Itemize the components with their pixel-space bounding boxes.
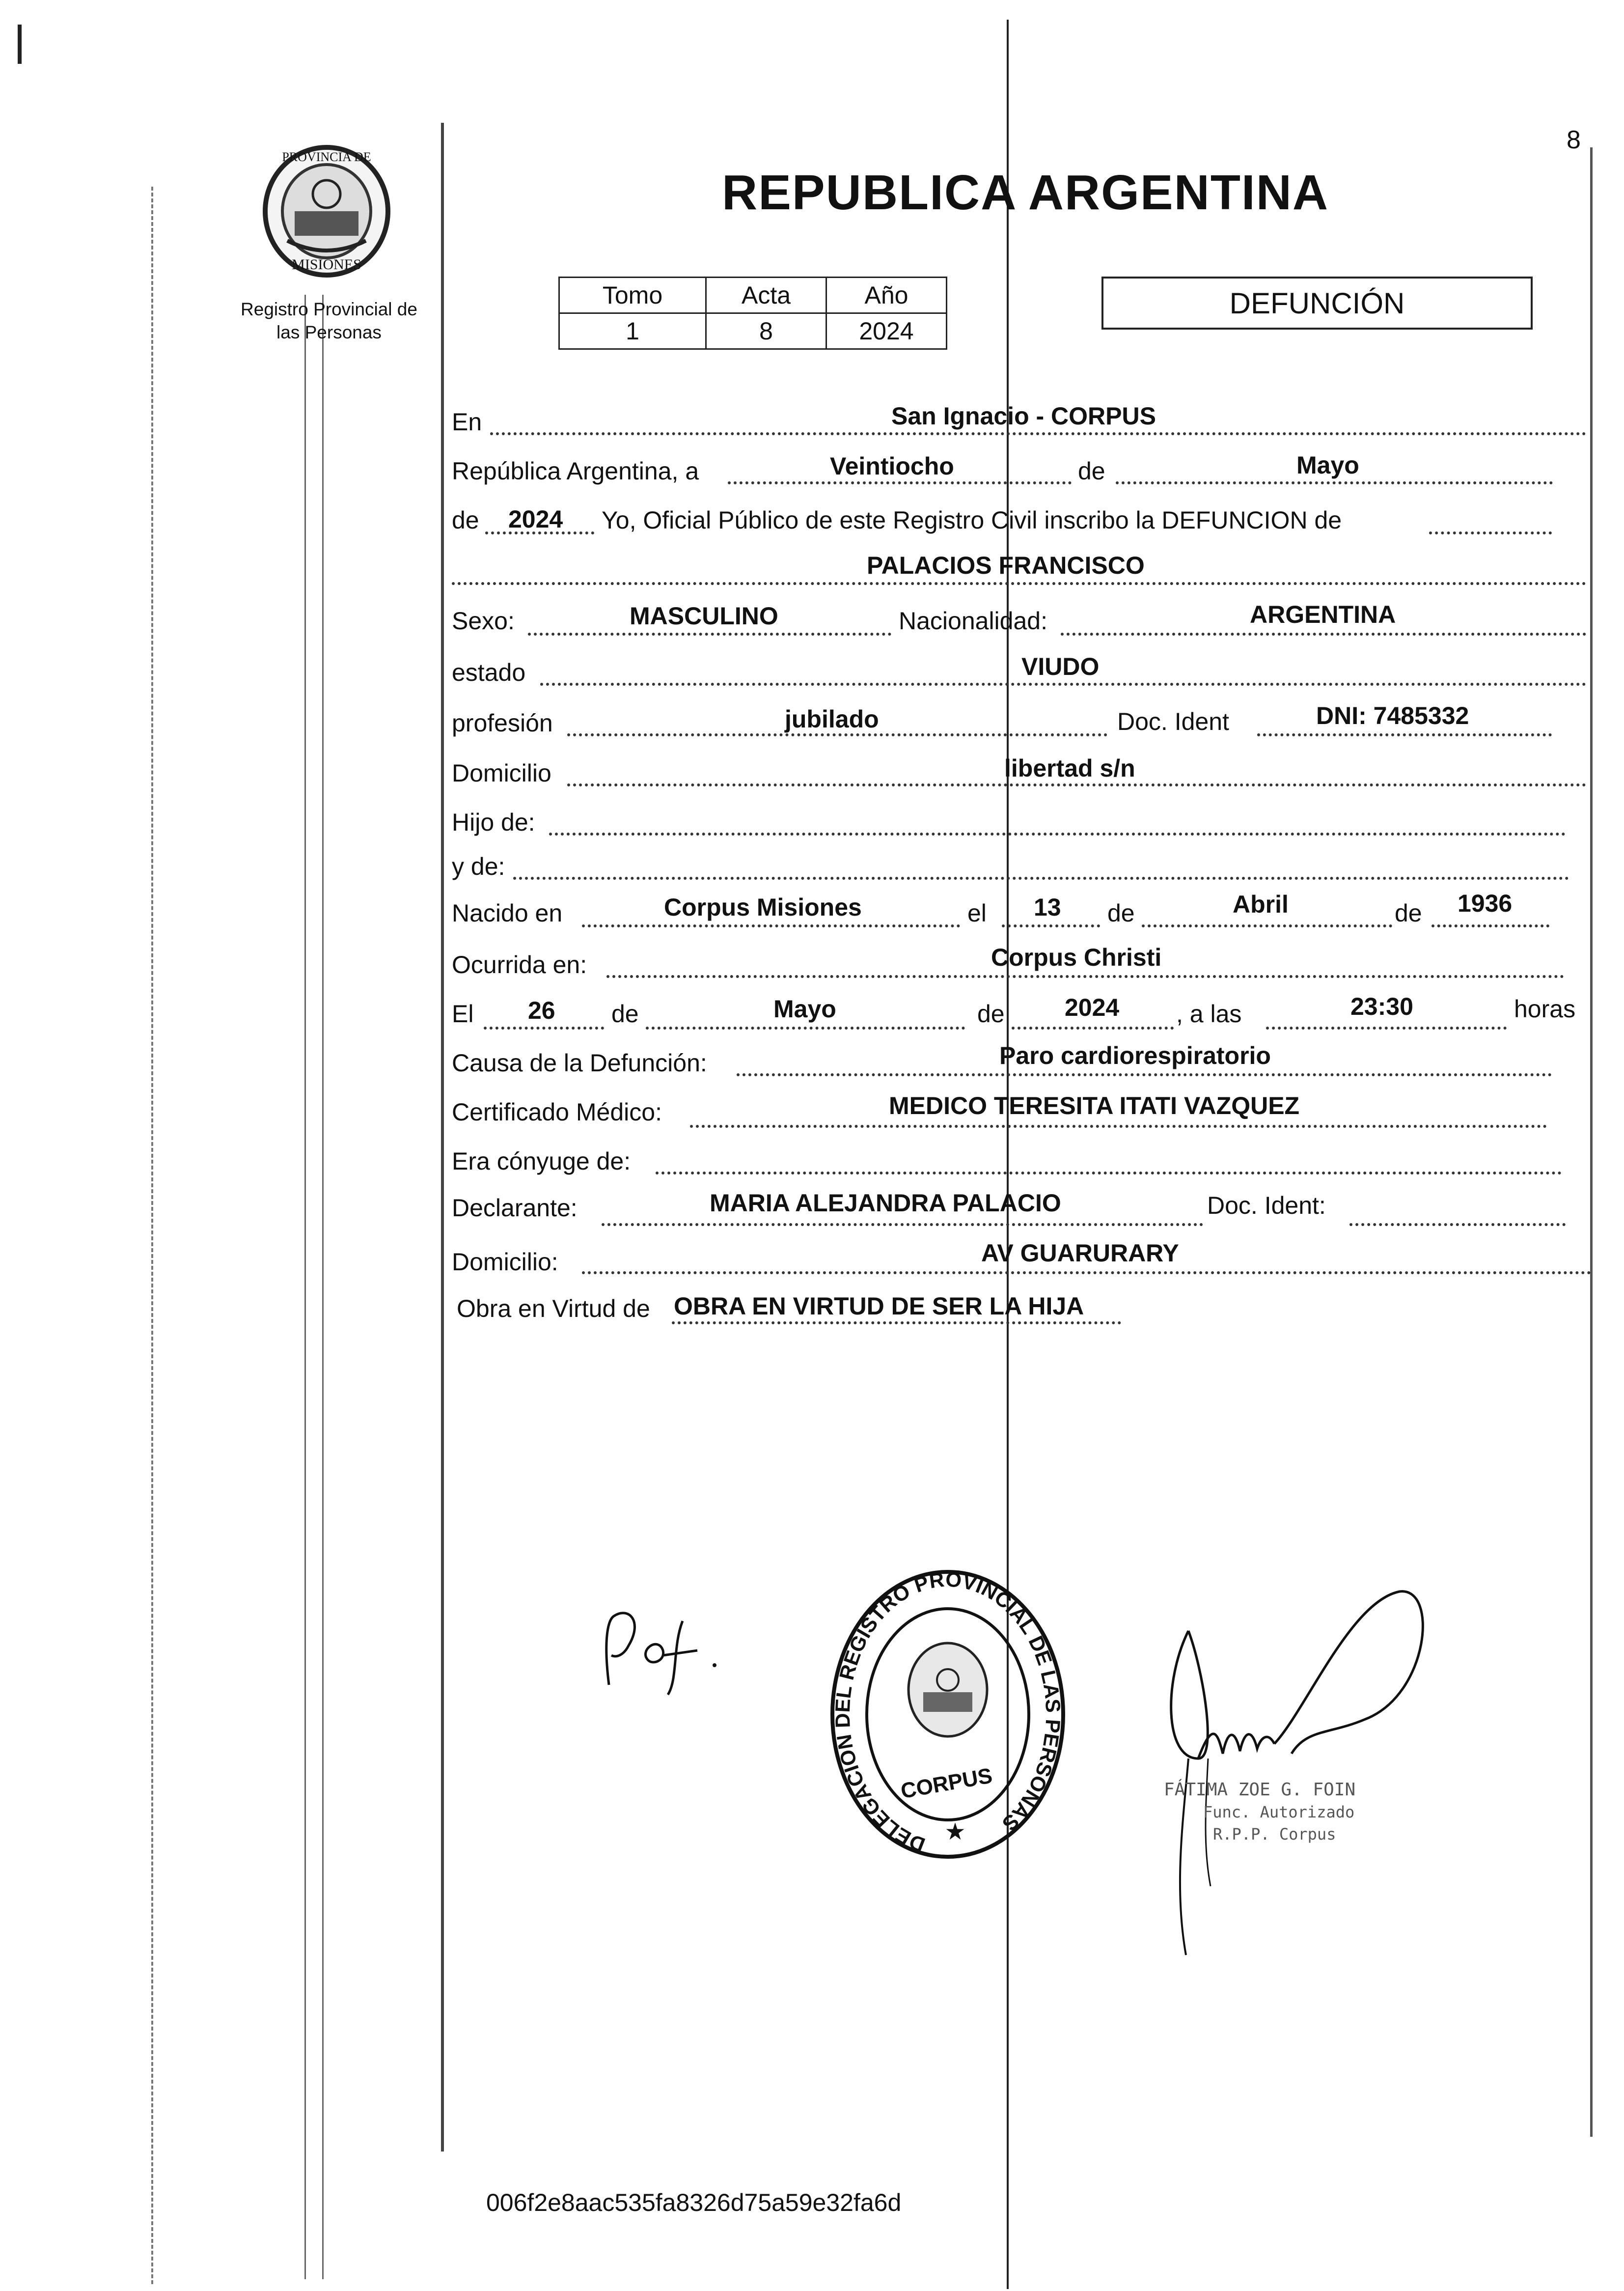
page-title: REPUBLICA ARGENTINA <box>722 165 1329 220</box>
center-fold-line <box>1007 20 1009 2289</box>
birth-month-value: Abril <box>1233 891 1289 918</box>
officer-stamp <box>1164 1779 1355 1844</box>
left-binding-line <box>151 187 153 2284</box>
de-label-1: de <box>1078 457 1105 485</box>
death-year-value: 2024 <box>1065 994 1120 1021</box>
birth-day-line <box>1002 924 1100 927</box>
sex-line <box>528 633 891 636</box>
certificate-label: Certificado Médico: <box>452 1098 662 1126</box>
place-line <box>490 432 1586 435</box>
child-of-line <box>549 833 1566 836</box>
registry-label-rule-2 <box>304 295 306 2279</box>
spouse-label: Era cónyuge de: <box>452 1147 631 1175</box>
cause-label: Causa de la Defunción: <box>452 1049 707 1077</box>
officer-stamp-line2: Func. Autorizado <box>1203 1803 1355 1821</box>
acta-value: 8 <box>706 313 826 349</box>
profession-label: profesión <box>452 709 553 737</box>
death-month-value: Mayo <box>773 995 836 1023</box>
acta-table-value-row <box>559 313 947 349</box>
deceased-name: PALACIOS FRANCISCO <box>867 552 1145 579</box>
deceased-name-line <box>452 582 1586 585</box>
declarant-line <box>602 1223 1203 1226</box>
month-value: Mayo <box>1296 451 1359 479</box>
record-type-box: DEFUNCIÓN <box>1101 277 1533 330</box>
emblem-text-top: PROVINCIA DE <box>282 150 371 164</box>
doc-value: DNI: 7485332 <box>1316 702 1469 729</box>
officer-signature <box>1144 1572 1439 1965</box>
declarant-doc-line <box>1349 1223 1566 1226</box>
page-number: 8 <box>1567 126 1581 154</box>
death-time-value: 23:30 <box>1350 993 1413 1020</box>
born-in-label: Nacido en <box>452 899 563 927</box>
cause-line <box>737 1073 1552 1076</box>
certificate-line <box>690 1125 1547 1128</box>
and-label: y de: <box>452 853 505 880</box>
year-header: Año <box>826 278 947 313</box>
right-margin-rule <box>1590 147 1593 2137</box>
declarant-address-line <box>582 1271 1591 1274</box>
death-year-line <box>1012 1027 1174 1030</box>
address-label: Domicilio <box>452 759 551 787</box>
de-label-2: de <box>452 506 479 534</box>
declarant-value: MARIA ALEJANDRA PALACIO <box>710 1189 1061 1217</box>
cause-value: Paro cardiorespiratorio <box>999 1042 1271 1069</box>
de-label-5: de <box>611 1000 639 1028</box>
document-hash: 006f2e8aac535fa8326d75a59e32fa6d <box>486 2189 902 2216</box>
place-value: San Ignacio - CORPUS <box>891 402 1156 430</box>
day-value: Veintiocho <box>830 452 954 480</box>
profession-value: jubilado <box>785 705 879 733</box>
stamp-star-icon: ★ <box>944 1818 966 1845</box>
birth-year-line <box>1431 924 1549 927</box>
civil-status-line <box>540 683 1586 686</box>
virtue-line <box>672 1321 1121 1324</box>
nationality-label: Nacionalidad: <box>899 607 1047 635</box>
at-label: , a las <box>1176 1000 1242 1028</box>
place-label: En <box>452 408 482 436</box>
birth-year-value: 1936 <box>1458 890 1513 917</box>
declarant-address-label: Domicilio: <box>452 1248 558 1276</box>
de-label-3: de <box>1107 899 1135 927</box>
declarant-doc-label: Doc. Ident: <box>1207 1192 1326 1219</box>
registry-label-line2: las Personas <box>276 322 382 342</box>
nationality-line <box>1061 633 1586 636</box>
acta-header: Acta <box>706 278 826 313</box>
El-label: El <box>452 1000 474 1028</box>
sex-value: MASCULINO <box>630 602 778 630</box>
registry-label-rule-1 <box>322 295 324 2279</box>
civil-status-value: VIUDO <box>1021 653 1100 680</box>
tomo-value: 1 <box>559 313 706 349</box>
corner-mark <box>18 25 22 64</box>
declarant-label: Declarante: <box>452 1194 578 1222</box>
registry-label-line1: Registro Provincial de <box>241 299 417 319</box>
month-line <box>1116 481 1553 484</box>
address-value: libertad s/n <box>1004 754 1135 782</box>
officer-stamp-line1: FÁTIMA ZOE G. FOIN <box>1164 1780 1356 1800</box>
de-label-6: de <box>977 1000 1005 1028</box>
year-value-form: 2024 <box>508 505 563 533</box>
nationality-value: ARGENTINA <box>1250 601 1396 628</box>
death-time-line <box>1266 1027 1507 1030</box>
officer-stamp-line3: R.P.P. Corpus <box>1213 1825 1336 1844</box>
registry-office-stamp <box>825 1567 1071 1872</box>
sex-label: Sexo: <box>452 607 515 635</box>
statement-text: Yo, Oficial Público de este Registro Civil inscribo la DEFUNCION de <box>602 506 1342 534</box>
death-day-value: 26 <box>528 997 555 1024</box>
death-month-line <box>646 1027 965 1030</box>
statement-line <box>1429 531 1552 534</box>
year-value: 2024 <box>826 313 947 349</box>
province-emblem <box>258 138 395 280</box>
certificate-value: MEDICO TERESITA ITATI VAZQUEZ <box>889 1092 1300 1119</box>
de-label-4: de <box>1395 899 1422 927</box>
spouse-line <box>656 1172 1562 1174</box>
child-of-label: Hijo de: <box>452 809 535 836</box>
registry-label <box>216 298 442 344</box>
virtue-value: OBRA EN VIRTUD DE SER LA HIJA <box>674 1292 1084 1320</box>
born-in-value: Corpus Misiones <box>664 894 862 921</box>
born-in-line <box>582 924 960 927</box>
handwritten-initials <box>599 1601 727 1700</box>
birth-month-line <box>1142 924 1392 927</box>
hours-label: horas <box>1514 995 1576 1023</box>
doc-line <box>1257 733 1552 736</box>
emblem-text-bottom: MISIONES <box>292 256 361 273</box>
death-day-line <box>484 1027 604 1030</box>
day-line <box>728 481 1072 484</box>
stamp-bottom-text: CORPUS <box>899 1763 994 1804</box>
profession-line <box>567 733 1107 736</box>
and-line <box>513 877 1569 880</box>
acta-table <box>558 277 947 350</box>
occurred-line <box>606 975 1564 978</box>
address-line <box>567 783 1586 786</box>
country-label: República Argentina, a <box>452 457 699 485</box>
stamp-ring-text: DELEGACION DEL REGISTRO PROVINCIAL DE LAS PERSONAS <box>830 1567 1065 1857</box>
birth-day-value: 13 <box>1034 894 1061 921</box>
el-label: el <box>967 899 987 927</box>
doc-label: Doc. Ident <box>1117 708 1229 735</box>
tomo-header: Tomo <box>559 278 706 313</box>
acta-table-header-row <box>559 278 947 313</box>
occurred-value: Corpus Christi <box>991 944 1162 971</box>
virtue-label: Obra en Virtud de <box>457 1295 650 1322</box>
left-margin-rule <box>441 123 444 2151</box>
occurred-label: Ocurrida en: <box>452 951 587 978</box>
declarant-address-value: AV GUARURARY <box>981 1239 1179 1267</box>
civil-status-label: estado <box>452 659 526 686</box>
